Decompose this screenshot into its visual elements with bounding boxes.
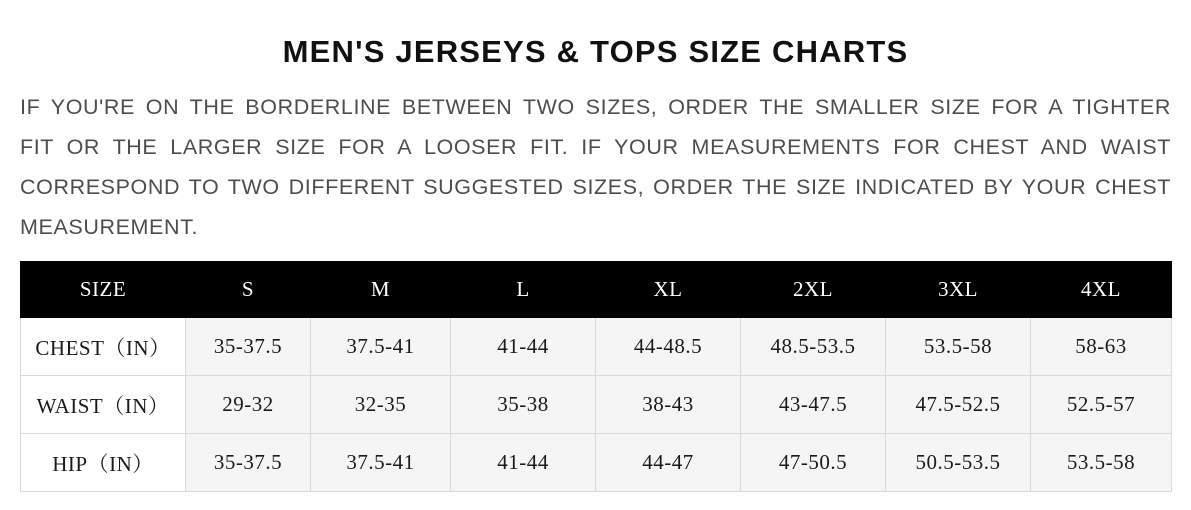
table-row <box>21 318 1172 376</box>
column-header-l: L <box>451 262 596 318</box>
row-label-waist: WAIST（IN） <box>21 376 186 434</box>
cell-chest-xl: 44-48.5 <box>596 318 741 376</box>
intro-paragraph: IF YOU'RE ON THE BORDERLINE BETWEEN TWO SIZES, ORDER THE SMALLER SIZE FOR A TIGHTER FIT OR THE LARGER SIZE FOR A LOOSER FIT. IF YOUR MEASUREMENTS FOR CHEST AND WAIST CORRESPOND TO TWO DIFFERENT SUGGESTED SIZES, ORDER THE SIZE INDICATED BY YOUR CHEST MEASUREMENT. <box>20 95 1171 239</box>
cell-waist-l: 35-38 <box>451 376 596 434</box>
table-header-row <box>21 262 1172 318</box>
row-label-hip: HIP（IN） <box>21 434 186 492</box>
cell-chest-4xl: 58-63 <box>1031 318 1172 376</box>
page-title: MEN'S JERSEYS & TOPS SIZE CHARTS <box>282 34 909 69</box>
cell-waist-3xl: 47.5-52.5 <box>886 376 1031 434</box>
cell-chest-m: 37.5-41 <box>311 318 451 376</box>
cell-hip-2xl: 47-50.5 <box>741 434 886 492</box>
column-header-m: M <box>311 262 451 318</box>
column-header-4xl: 4XL <box>1031 262 1172 318</box>
cell-waist-xl: 38-43 <box>596 376 741 434</box>
cell-chest-3xl: 53.5-58 <box>886 318 1031 376</box>
cell-hip-4xl: 53.5-58 <box>1031 434 1172 492</box>
cell-hip-m: 37.5-41 <box>311 434 451 492</box>
cell-waist-4xl: 52.5-57 <box>1031 376 1172 434</box>
table-body <box>21 318 1172 492</box>
cell-waist-s: 29-32 <box>186 376 311 434</box>
cell-hip-xl: 44-47 <box>596 434 741 492</box>
row-label-chest: CHEST（IN） <box>21 318 186 376</box>
column-header-2xl: 2XL <box>741 262 886 318</box>
column-header-size: SIZE <box>21 262 186 318</box>
column-header-xl: XL <box>596 262 741 318</box>
cell-hip-s: 35-37.5 <box>186 434 311 492</box>
cell-hip-3xl: 50.5-53.5 <box>886 434 1031 492</box>
table-header <box>21 262 1172 318</box>
cell-waist-2xl: 43-47.5 <box>741 376 886 434</box>
cell-chest-2xl: 48.5-53.5 <box>741 318 886 376</box>
size-chart-table <box>20 261 1172 492</box>
cell-waist-m: 32-35 <box>311 376 451 434</box>
table-row <box>21 376 1172 434</box>
cell-chest-s: 35-37.5 <box>186 318 311 376</box>
cell-chest-l: 41-44 <box>451 318 596 376</box>
column-header-3xl: 3XL <box>886 262 1031 318</box>
column-header-s: S <box>186 262 311 318</box>
table-row <box>21 434 1172 492</box>
cell-hip-l: 41-44 <box>451 434 596 492</box>
